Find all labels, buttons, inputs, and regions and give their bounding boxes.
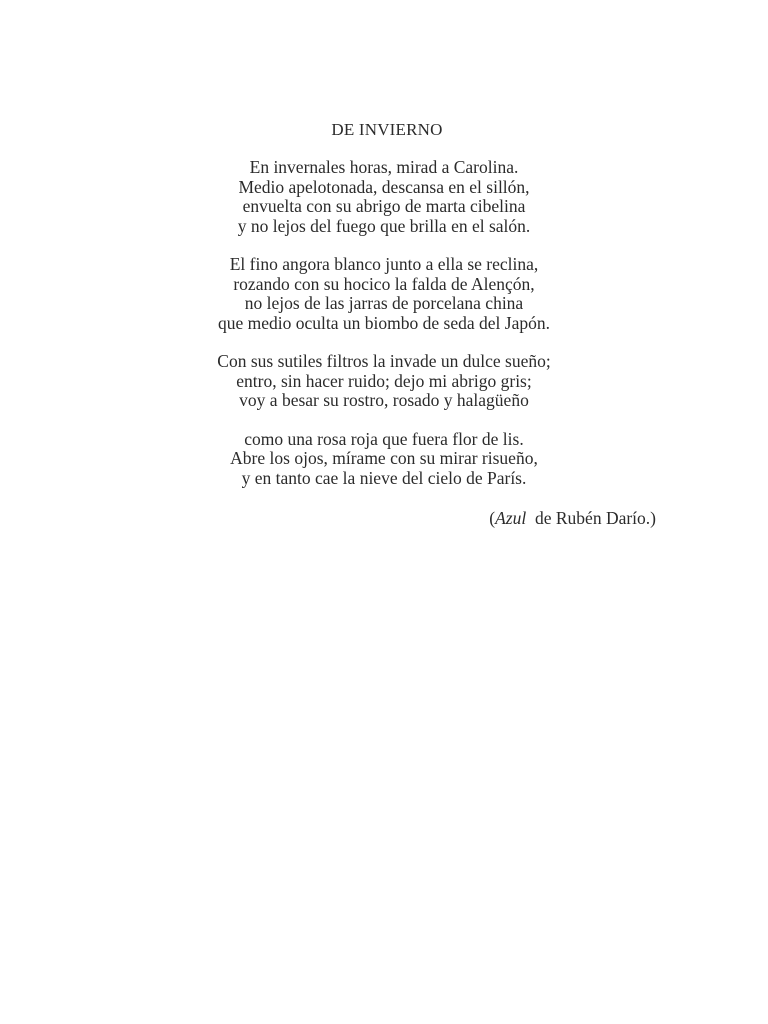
poem-line: y no lejos del fuego que brilla en el salón. [237, 215, 531, 236]
poem-line: envuelta con su abrigo de marta cibelina [242, 196, 526, 216]
poem-attribution [489, 508, 656, 528]
poem-line: que medio oculta un biombo de seda del Japón. [218, 312, 550, 333]
attribution-author: de Rubén Darío.) [526, 508, 656, 528]
stanza-4 [0, 430, 768, 489]
poem-line: Abre los ojos, mírame con su mirar risueño, [230, 448, 538, 468]
poem-line: Medio apelotonada, descansa en el sillón, [238, 176, 530, 197]
poem-line: como una rosa roja que fuera flor de lis. [244, 428, 524, 449]
poem-line: y en tanto cae la nieve del cielo de París. [241, 467, 527, 488]
poem-line: voy a besar su rostro, rosado y halagüeño [239, 390, 529, 410]
poem-line: El fino angora blanco junto a ella se reclina, [229, 254, 539, 274]
poem-line: entro, sin hacer ruido; dejo mi abrigo gris; [236, 370, 532, 391]
poem-line: En invernales horas, mirad a Carolina. [249, 157, 519, 177]
attribution-work-title: Azul [495, 508, 527, 528]
poem-line: rozando con su hocico la falda de Alençón, [233, 273, 535, 294]
poem-line: Con sus sutiles filtros la invade un dulce sueño; [217, 351, 551, 371]
poem-body [0, 158, 768, 507]
poem-line: no lejos de las jarras de porcelana china [244, 293, 524, 313]
stanza-2 [0, 255, 768, 333]
attribution-open-paren: ( [489, 508, 496, 528]
stanza-3 [0, 352, 768, 411]
poem-title: DE INVIERNO [331, 120, 443, 139]
stanza-1 [0, 158, 768, 236]
